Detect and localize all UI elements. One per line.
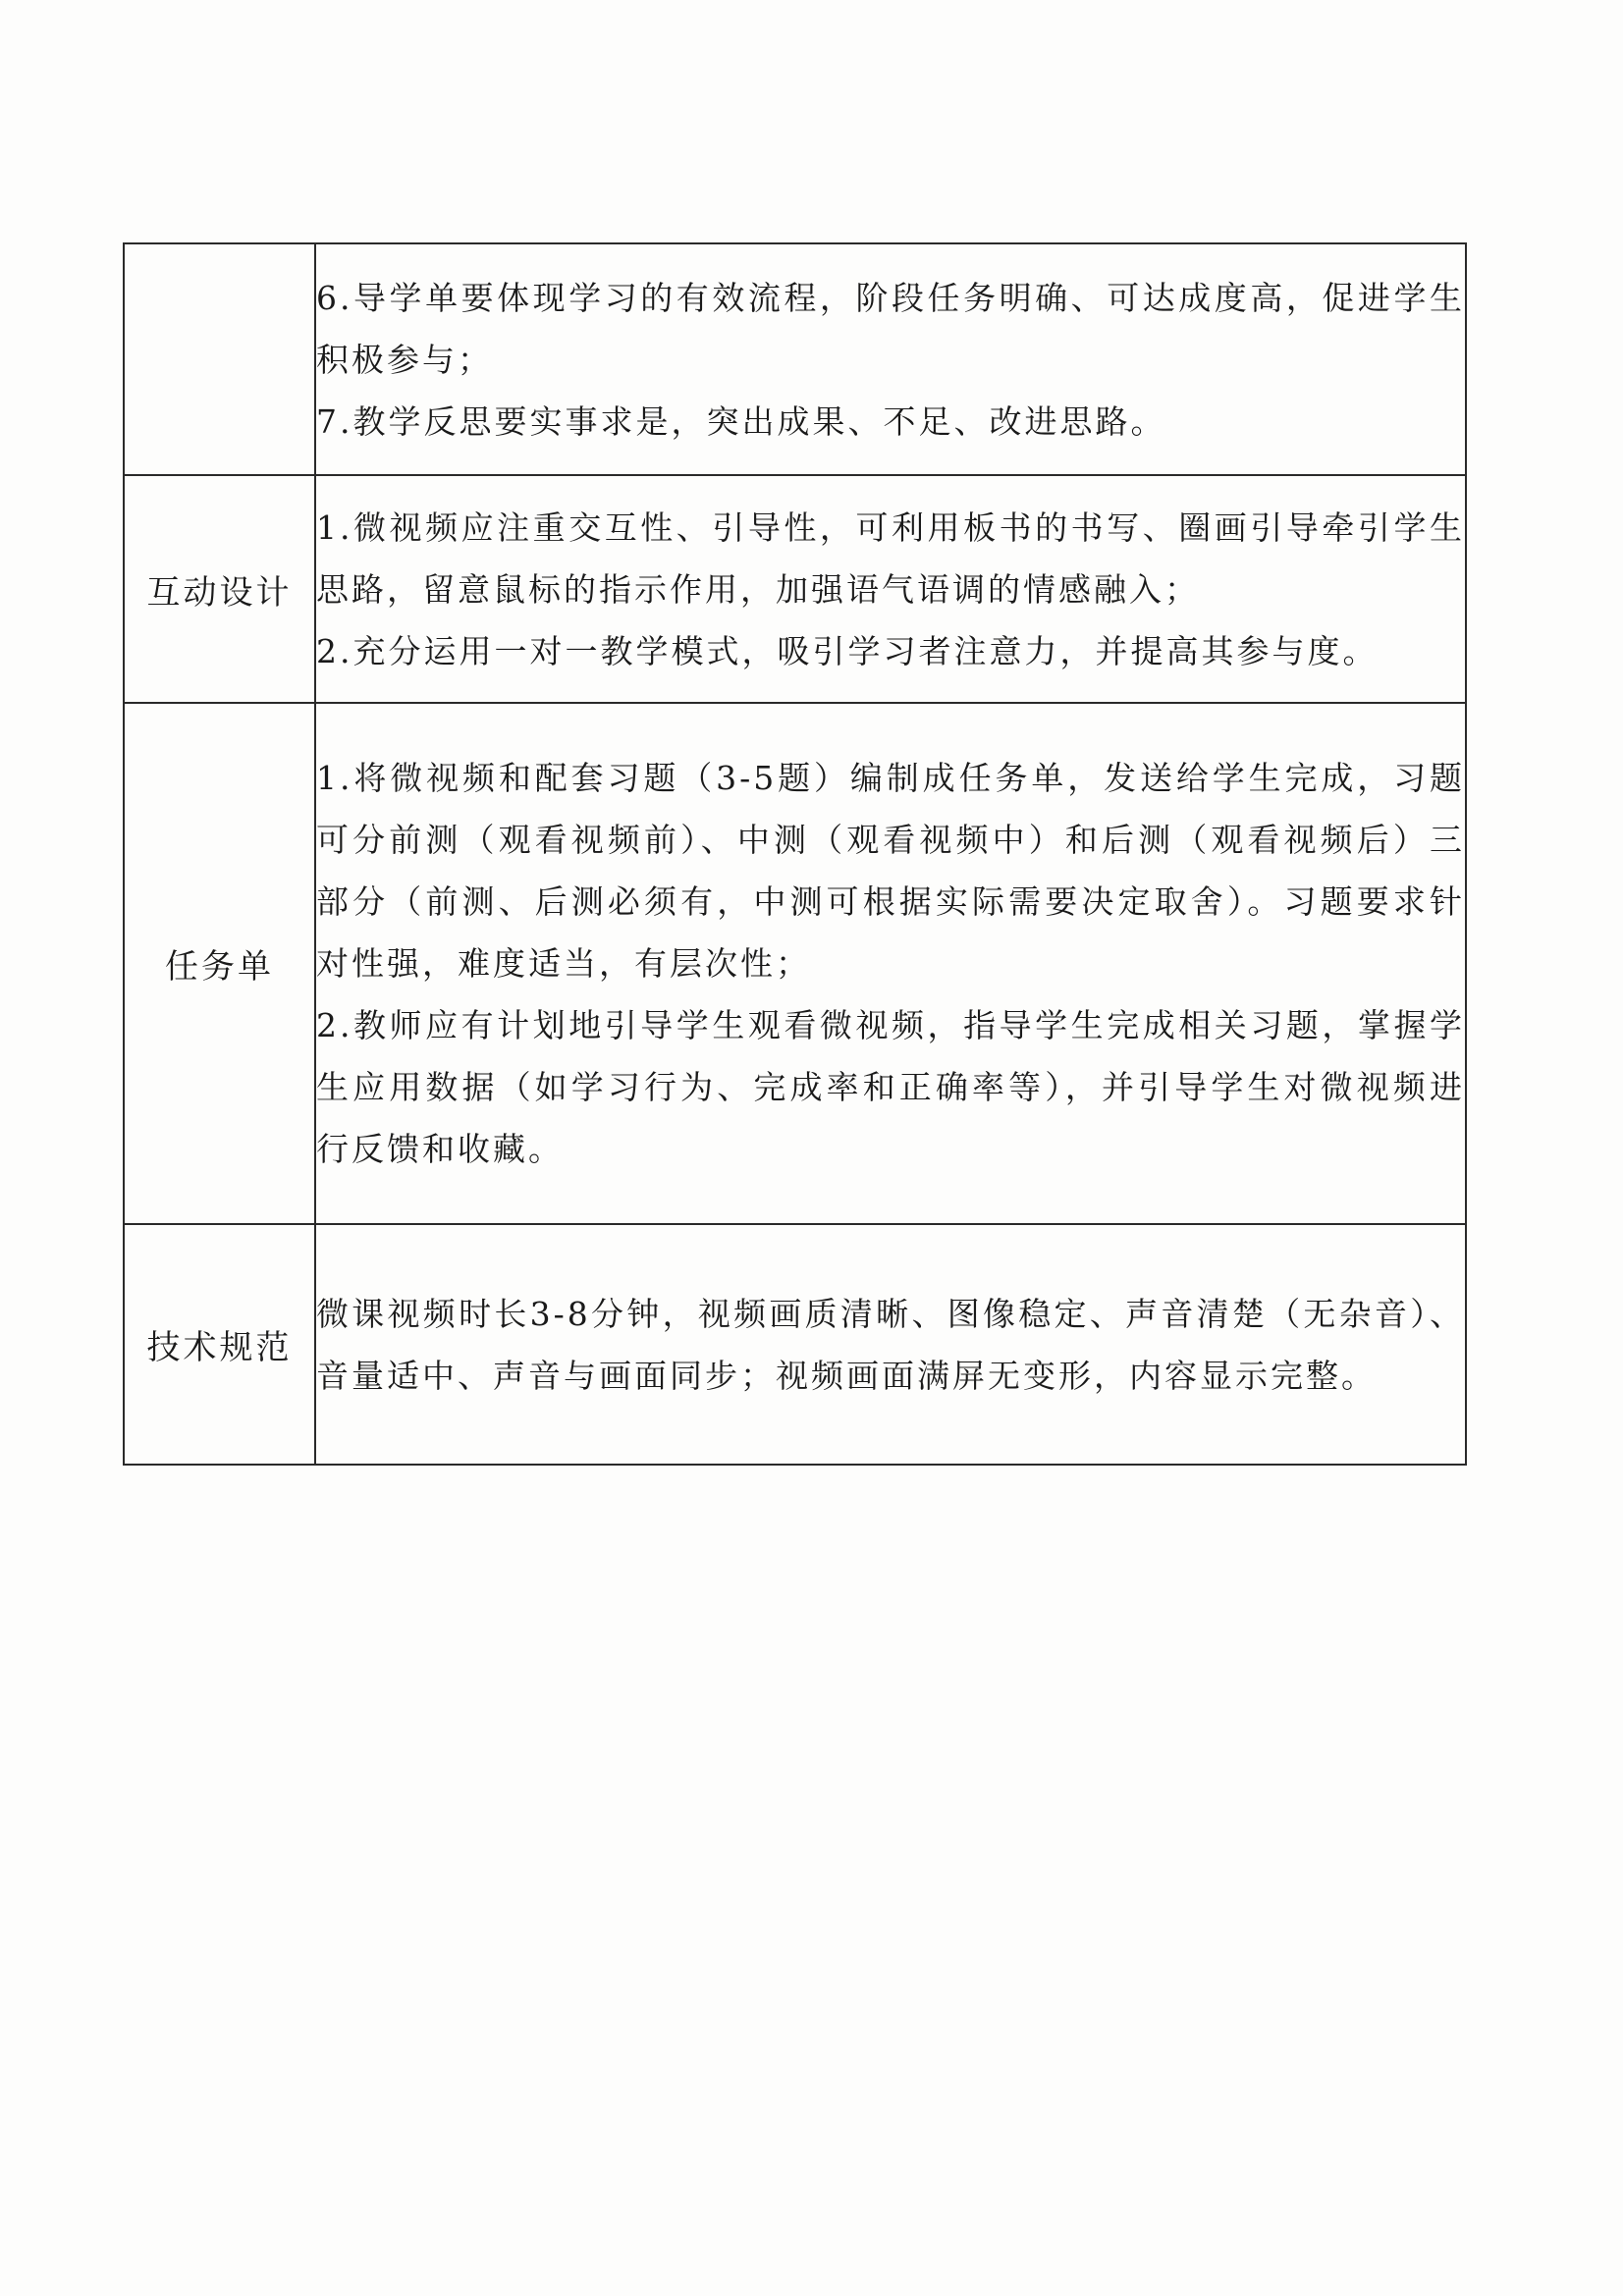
row-label-interactive-design: 互动设计 — [124, 475, 315, 703]
task-item-2-text: 2.教师应有计划地引导学生观看微视频，指导学生完成相关习题，掌握学生应用数据（如学习行为、完成率和正确率等），并引导学生对微视频进行反馈和收藏。 — [316, 1006, 1465, 1168]
table-row-task-sheet — [124, 703, 1466, 1224]
row-content-technical-spec — [315, 1224, 1466, 1465]
row-content-continued — [315, 243, 1466, 475]
interactive-item-2-text: 2.充分运用一对一教学模式，吸引学习者注意力，并提高其参与度。 — [316, 631, 1379, 670]
row-label-empty — [124, 243, 315, 475]
table-row-technical-spec — [124, 1224, 1466, 1465]
task-item-1-text: 1.将微视频和配套习题（3-5题）编制成任务单，发送给学生完成，习题可分前测（观看视频前）、中测（观看视频中）和后测（观看视频后）三部分（前测、后测必须有，中测可根据实际需要决定取舍）。习题要求针对性强，难度适当，有层次性； — [316, 759, 1465, 983]
item-6-text: 6.导学单要体现学习的有效流程，阶段任务明确、可达成度高，促进学生积极参与； — [316, 278, 1465, 379]
table-row-interactive-design — [124, 475, 1466, 703]
row-content-task-sheet — [315, 703, 1466, 1224]
row-content-interactive-design — [315, 475, 1466, 703]
interactive-item-1-text: 1.微视频应注重交互性、引导性，可利用板书的书写、圈画引导牵引学生思路，留意鼠标的指示作用，加强语气语调的情感融入； — [316, 507, 1465, 609]
row-label-technical-spec: 技术规范 — [124, 1224, 315, 1465]
table-row-continued — [124, 243, 1466, 475]
requirements-table — [123, 242, 1467, 1466]
item-7-text: 7.教学反思要实事求是，突出成果、不足、改进思路。 — [316, 401, 1166, 441]
row-label-task-sheet: 任务单 — [124, 703, 315, 1224]
technical-spec-text: 微课视频时长3-8分钟，视频画质清晰、图像稳定、声音清楚（无杂音）、音量适中、声音与画面同步；视频画面满屏无变形，内容显示完整。 — [316, 1294, 1465, 1395]
